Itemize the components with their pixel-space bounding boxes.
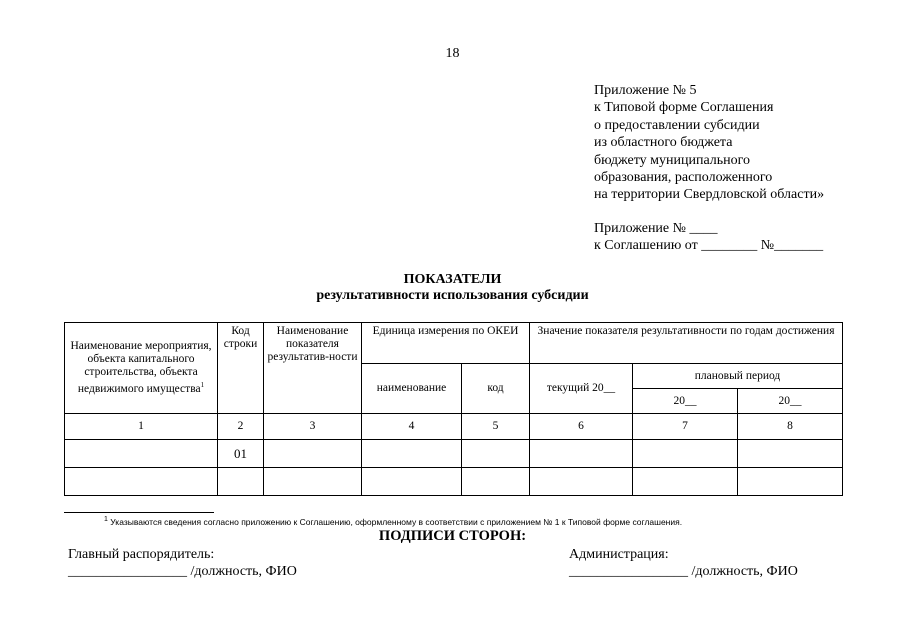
table-cell[interactable] bbox=[738, 468, 843, 496]
table-cell[interactable] bbox=[218, 468, 264, 496]
page-number: 18 bbox=[445, 46, 460, 61]
right-signature-line[interactable]: _________________ /должность, ФИО bbox=[569, 564, 798, 579]
appendix-line: о предоставлении субсидии bbox=[594, 117, 760, 133]
header-okei-name: наименование bbox=[362, 364, 462, 414]
table-cell[interactable] bbox=[633, 468, 738, 496]
header-row-code: Код строки bbox=[218, 323, 264, 414]
appendix-line: Приложение № 5 bbox=[594, 83, 697, 98]
agreement-reference bbox=[594, 220, 823, 255]
column-number: 5 bbox=[462, 414, 530, 440]
row-code-cell[interactable]: 01 bbox=[218, 440, 264, 468]
header-planned-year-2: 20__ bbox=[738, 389, 843, 414]
indicators-table bbox=[64, 322, 843, 496]
table-cell[interactable] bbox=[530, 440, 633, 468]
table-row bbox=[65, 440, 843, 468]
table-cell[interactable] bbox=[264, 468, 362, 496]
header-planned-period: плановый период bbox=[633, 364, 843, 389]
agreement-ref-line: Приложение № ____ bbox=[594, 221, 718, 236]
signatures-title: ПОДПИСИ СТОРОН: bbox=[378, 528, 527, 544]
header-planned-year-1: 20__ bbox=[633, 389, 738, 414]
header-current-year: текущий 20__ bbox=[530, 364, 633, 414]
column-numbers-row bbox=[65, 414, 843, 440]
header-indicator-name: Наименование показателя результатив-ности bbox=[264, 323, 362, 414]
title-sub: результативности использования субсидии bbox=[316, 288, 589, 303]
appendix-line: на территории Свердловской области» bbox=[594, 187, 825, 203]
signature-block-left bbox=[68, 546, 297, 580]
header-okei-code: код bbox=[462, 364, 530, 414]
table-cell[interactable] bbox=[633, 440, 738, 468]
table-cell[interactable] bbox=[65, 468, 218, 496]
appendix-heading bbox=[594, 82, 824, 204]
appendix-line: к Типовой форме Соглашения bbox=[594, 100, 774, 116]
left-party-label: Главный распорядитель: bbox=[68, 547, 215, 562]
column-number: 1 bbox=[65, 414, 218, 440]
left-signature-line[interactable]: _________________ /должность, ФИО bbox=[68, 564, 297, 579]
footnote-mark: 1 bbox=[104, 516, 108, 523]
header-okei: Единица измерения по ОКЕИ bbox=[362, 323, 530, 364]
appendix-line: из областного бюджета bbox=[594, 135, 733, 151]
column-number: 3 bbox=[264, 414, 362, 440]
table-cell[interactable] bbox=[738, 440, 843, 468]
document-title bbox=[0, 272, 905, 304]
footnote-divider bbox=[64, 512, 214, 513]
column-number: 7 bbox=[633, 414, 738, 440]
signature-block-right bbox=[569, 546, 798, 580]
footnote bbox=[104, 516, 682, 527]
table-cell[interactable] bbox=[362, 440, 462, 468]
column-number: 8 bbox=[738, 414, 843, 440]
right-party-label: Администрация: bbox=[569, 547, 669, 562]
appendix-line: бюджету муниципального bbox=[594, 152, 751, 168]
column-number: 4 bbox=[362, 414, 462, 440]
footnote-text: Указываются сведения согласно приложению к Соглашению, оформленному в соответствии с приложением № 1 к Типовой форме соглашения. bbox=[107, 516, 683, 527]
agreement-ref-line: к Соглашению от ________ №_______ bbox=[594, 238, 824, 254]
column-number: 6 bbox=[530, 414, 633, 440]
header-event-name: Наименование мероприятия, объекта капитального строительства, объекта недвижимого имущества$^1$ bbox=[65, 323, 218, 414]
column-number: 2 bbox=[218, 414, 264, 440]
table-cell[interactable] bbox=[65, 440, 218, 468]
table-cell[interactable] bbox=[530, 468, 633, 496]
table-cell[interactable] bbox=[462, 468, 530, 496]
table-row bbox=[65, 468, 843, 496]
header-values: Значение показателя результативности по годам достижения bbox=[530, 323, 843, 364]
table-cell[interactable] bbox=[264, 440, 362, 468]
table-cell[interactable] bbox=[362, 468, 462, 496]
table-cell[interactable] bbox=[462, 440, 530, 468]
appendix-line: образования, расположенного bbox=[594, 170, 773, 186]
title-main: ПОКАЗАТЕЛИ bbox=[403, 272, 502, 287]
